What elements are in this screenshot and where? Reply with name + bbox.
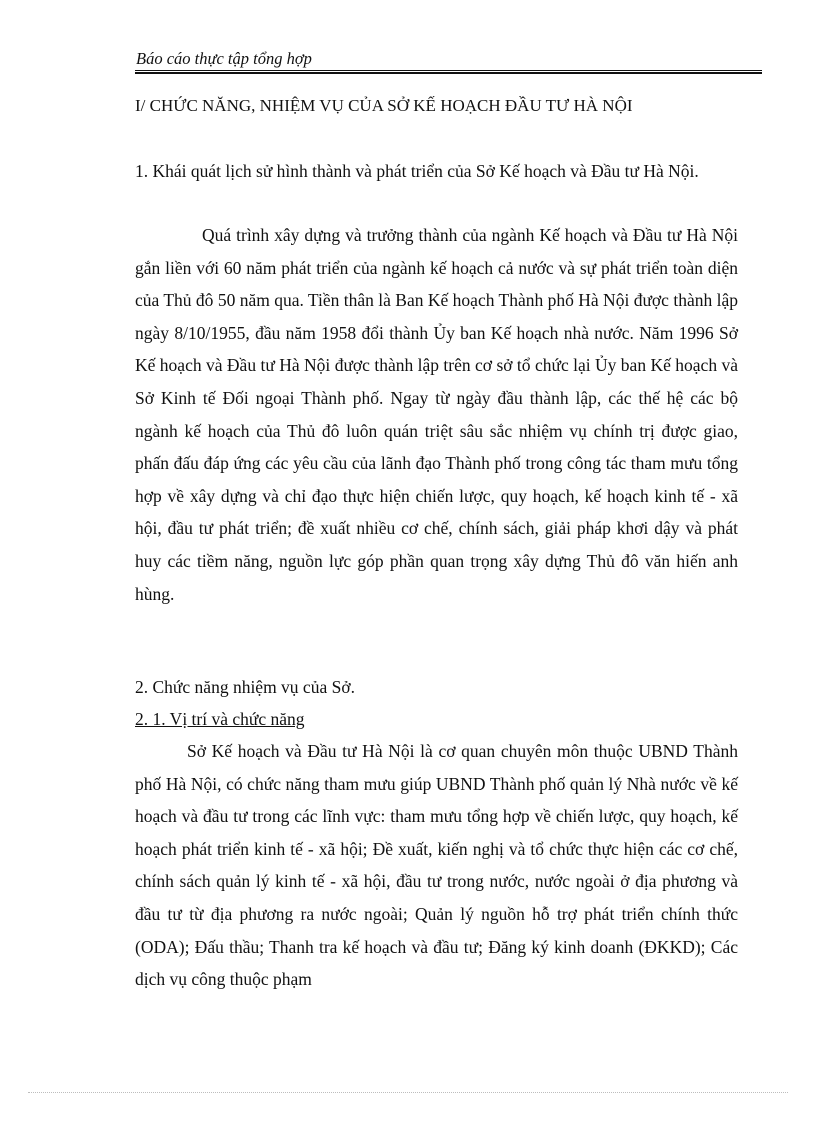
report-title: Báo cáo thực tập tổng hợp [136,49,312,68]
header-rule-thick [135,72,762,74]
part1-paragraph: Quá trình xây dựng và trưởng thành của ngành Kế hoạch và Đầu tư Hà Nội gắn liền với 60 năm phát triển của ngành kế hoạch cả nước và sự phát triển toàn diện của Thủ đô 50 năm qua. Tiền thân là Ban Kế hoạch Thành phố Hà Nội được thành lập ngày 8/10/1955, đầu năm 1958 đổi thành Ủy ban Kế hoạch nhà nước. Năm 1996 Sở Kế hoạch và Đầu tư Hà Nội được thành lập trên cơ sở tổ chức lại Ủy ban Kế hoạch và Sở Kinh tế Đối ngoại Thành phố. Ngay từ ngày đầu thành lập, các thế hệ các bộ ngành kế hoạch của Thủ đô luôn quán triệt sâu sắc nhiệm vụ chính trị được giao, phấn đấu đáp ứng các yêu cầu của lãnh đạo Thành phố trong công tác tham mưu tổng hợp về xây dựng và chỉ đạo thực hiện chiến lược, quy hoạch, kế hoạch kinh tế - xã hội, đầu tư phát triển; đề xuất nhiều cơ chế, chính sách, giải pháp khơi dậy và phát huy các tiềm năng, nguồn lực góp phần quan trọng xây dựng Thủ đô văn hiến anh hùng. [135,225,738,604]
part1-title: 1. Khái quát lịch sử hình thành và phát triển của Sở Kế hoạch và Đầu tư Hà Nội. [135,161,699,181]
part2-paragraph: Sở Kế hoạch và Đầu tư Hà Nội là cơ quan chuyên môn thuộc UBND Thành phố Hà Nội, có chức năng tham mưu giúp UBND Thành phố quản lý Nhà nước về kế hoạch và đầu tư trong các lĩnh vực: tham mưu tổng hợp về chiến lược, quy hoạch, kế hoạch phát triển kinh tế - xã hội; Đề xuất, kiến nghị và tổ chức thực hiện các cơ chế, chính sách quản lý kinh tế - xã hội, đầu tư trong nước, nước ngoài ở địa phương và đầu tư từ địa phương ra nước ngoài; Quản lý nguồn hỗ trợ phát triển chính thức (ODA); Đấu thầu; Thanh tra kế hoạch và đầu tư; Đăng ký kinh doanh (ĐKKD); Các dịch vụ công thuộc phạm [135,741,738,990]
part2-subtitle-text: 2. 1. Vị trí và chức năng [135,709,305,729]
page-footer-divider [28,1092,788,1093]
page-header [135,49,762,74]
section-heading: I/ CHỨC NĂNG, NHIỆM VỤ CỦA SỞ KẾ HOẠCH ĐẦU TƯ HÀ NỘI [135,96,633,115]
header-rule-thin [135,70,762,71]
part2-subtitle [135,703,738,736]
part2-title: 2. Chức năng nhiệm vụ của Sở. [135,677,355,697]
